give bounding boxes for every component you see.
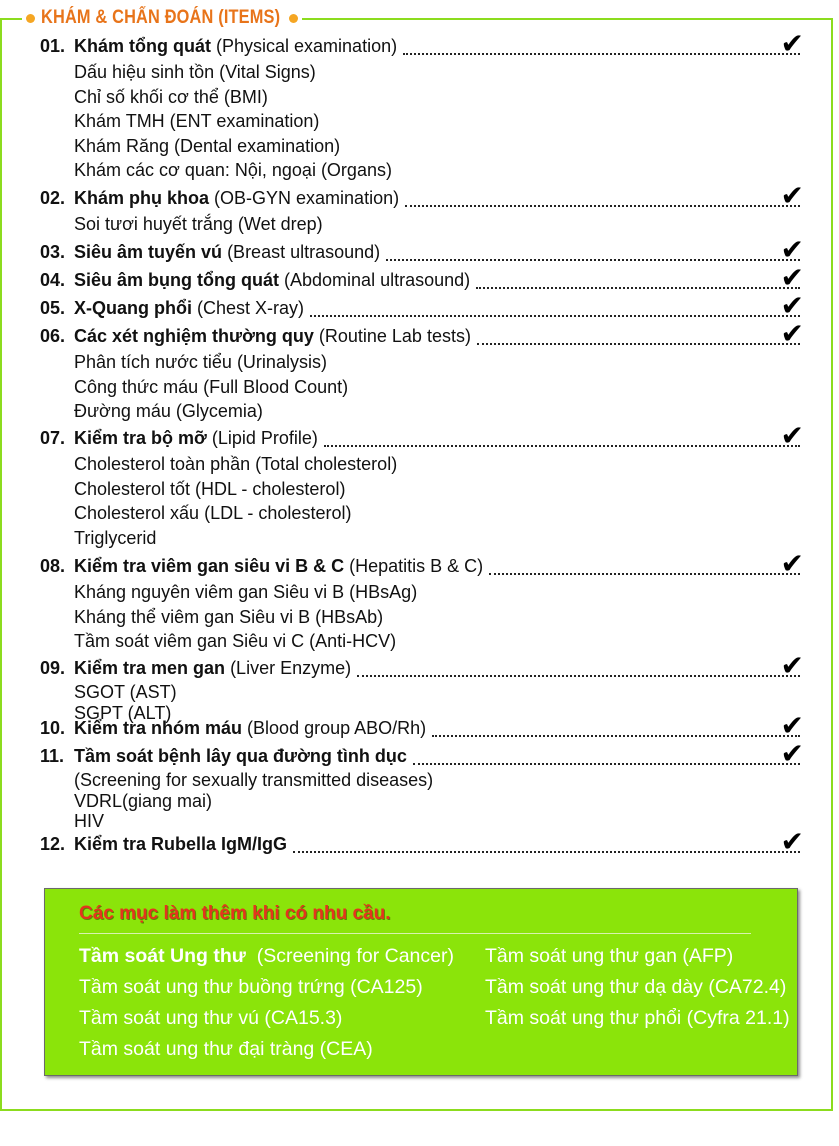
sub-item: (Screening for sexually transmitted diseases) <box>74 770 434 790</box>
optional-right-column <box>485 941 790 1034</box>
sub-item: Khám Răng (Dental examination) <box>74 135 341 156</box>
item-english: (Physical examination) <box>216 36 398 56</box>
dot-leader <box>386 258 800 261</box>
cancer-heading-en: (Screening for Cancer) <box>256 945 454 967</box>
item-label <box>74 188 399 209</box>
item-row <box>40 428 802 452</box>
item-row <box>40 658 802 682</box>
dot-leader <box>293 850 800 853</box>
check-icon: ✔ <box>780 826 804 857</box>
optional-item: Tầm soát ung thư vú (CA15.3) <box>79 1007 343 1029</box>
item-7 <box>40 420 804 550</box>
sub-item: Dấu hiệu sinh tồn (Vital Signs) <box>74 62 316 82</box>
item-name: Siêu âm bụng tổng quát <box>74 270 279 290</box>
item-8 <box>40 548 804 654</box>
check-icon: ✔ <box>780 738 804 769</box>
section-legend <box>22 6 302 30</box>
item-english: (Chest X-ray) <box>197 298 305 318</box>
dot-leader <box>324 444 800 447</box>
check-icon: ✔ <box>780 548 804 579</box>
item-row <box>40 36 802 60</box>
item-name: Kiểm tra nhóm máu <box>74 718 243 738</box>
item-number: 05. <box>40 298 66 318</box>
item-number: 07. <box>40 428 66 448</box>
item-number: 09. <box>40 658 66 678</box>
sub-item: Cholesterol xấu (LDL - cholesterol) <box>74 503 352 524</box>
item-row <box>40 188 802 212</box>
dot-leader <box>432 734 800 737</box>
sub-item: Chỉ số khối cơ thể (BMI) <box>74 86 268 107</box>
item-number: 04. <box>40 270 66 290</box>
item-number: 02. <box>40 188 66 208</box>
item-number: 11. <box>40 746 65 766</box>
item-number: 01. <box>40 36 66 56</box>
optional-item: Tầm soát ung thư buồng trứng (CA125) <box>79 976 423 998</box>
section-title: KHÁM & CHẨN ĐOÁN (ITEMS) <box>41 7 281 28</box>
item-9 <box>40 650 804 723</box>
item-12 <box>40 826 804 858</box>
item-row <box>40 718 802 742</box>
optional-left-column <box>79 941 454 1065</box>
sub-item: Kháng thể viêm gan Siêu vi B (HBsAb) <box>74 606 384 627</box>
optional-item: Tầm soát ung thư gan (AFP) <box>485 945 734 967</box>
dot-leader <box>403 52 800 55</box>
item-number: 06. <box>40 326 66 346</box>
item-11 <box>40 738 804 832</box>
dot-leader <box>489 572 800 575</box>
item-name: Kiểm tra viêm gan siêu vi B & C <box>74 556 345 576</box>
check-icon: ✔ <box>780 28 804 59</box>
item-label <box>74 746 407 767</box>
dot-leader <box>405 204 800 207</box>
item-3 <box>40 234 804 266</box>
optional-item: Tầm soát ung thư đại tràng (CEA) <box>79 1038 373 1060</box>
check-icon: ✔ <box>780 710 804 741</box>
item-english: (Breast ultrasound) <box>227 242 381 262</box>
sub-item: Khám các cơ quan: Nội, ngoại (Organs) <box>74 160 392 181</box>
check-icon: ✔ <box>780 420 804 451</box>
sub-item: VDRL(giang mai) <box>74 790 213 811</box>
item-5 <box>40 290 804 322</box>
item-english: (Abdominal ultrasound) <box>284 270 471 290</box>
item-number: 03. <box>40 242 66 262</box>
sub-item: Đường máu (Glycemia) <box>74 401 263 422</box>
sub-item: Tầm soát viêm gan Siêu vi C (Anti-HCV) <box>74 631 397 652</box>
sub-item: Phân tích nước tiểu (Urinalysis) <box>74 352 327 372</box>
item-row <box>40 298 802 322</box>
item-6 <box>40 318 804 424</box>
sub-item: Khám TMH (ENT examination) <box>74 111 320 132</box>
item-name: Khám tổng quát <box>74 36 211 56</box>
item-2 <box>40 180 804 237</box>
item-label <box>74 428 318 449</box>
item-number: 08. <box>40 556 66 576</box>
optional-title: Các mục làm thêm khi có nhu cầu. <box>79 903 391 924</box>
sub-item: SGPT (ALT) <box>74 702 172 723</box>
item-label <box>74 718 426 739</box>
optional-item: Tầm soát ung thư phổi (Cyfra 21.1) <box>485 1007 790 1029</box>
item-4 <box>40 262 804 294</box>
sub-item: SGOT (AST) <box>74 682 177 702</box>
cancer-heading: Tầm soát Ung thư <box>79 945 246 967</box>
check-icon: ✔ <box>780 180 804 211</box>
sub-item: Kháng nguyên viêm gan Siêu vi B (HBsAg) <box>74 582 418 602</box>
optional-item: Tầm soát ung thư dạ dày (CA72.4) <box>485 976 787 998</box>
item-english: (Hepatitis B & C) <box>349 556 484 576</box>
optional-tests-box <box>44 888 798 1076</box>
sub-item: Soi tươi huyết trắng (Wet drep) <box>74 214 323 234</box>
item-number: 10. <box>40 718 66 738</box>
item-name: Tầm soát bệnh lây qua đường tình dục <box>74 746 407 766</box>
item-name: Các xét nghiệm thường quy <box>74 326 314 346</box>
item-name: Kiểm tra men gan <box>74 658 226 678</box>
bullet-dot-left <box>26 14 35 23</box>
item-row <box>40 326 802 350</box>
item-1 <box>40 28 804 183</box>
item-label <box>74 36 397 57</box>
dot-leader <box>476 286 800 289</box>
item-english: (Routine Lab tests) <box>318 326 471 346</box>
item-label <box>74 242 380 263</box>
item-row <box>40 242 802 266</box>
check-icon: ✔ <box>780 290 804 321</box>
item-label <box>74 834 287 855</box>
item-row <box>40 834 802 858</box>
item-label <box>74 658 351 679</box>
item-row <box>40 270 802 294</box>
check-icon: ✔ <box>780 262 804 293</box>
item-english: (Blood group ABO/Rh) <box>247 718 427 738</box>
dot-leader <box>477 342 800 345</box>
dot-leader <box>357 674 800 677</box>
bullet-dot-right <box>289 14 298 23</box>
item-number: 12. <box>40 834 66 854</box>
dot-leader <box>413 762 800 765</box>
check-icon: ✔ <box>780 318 804 349</box>
item-row <box>40 746 802 770</box>
item-name: X-Quang phổi <box>74 298 192 318</box>
item-label <box>74 556 483 577</box>
sub-item: HIV <box>74 811 105 831</box>
cancer-heading-row <box>79 941 454 972</box>
item-name: Kiểm tra bộ mỡ <box>74 428 207 448</box>
sub-item: Cholesterol toàn phần (Total cholesterol) <box>74 454 398 474</box>
sub-item: Triglycerid <box>74 527 157 548</box>
item-label <box>74 270 470 291</box>
item-english: (OB-GYN examination) <box>214 188 400 208</box>
item-name: Kiểm tra Rubella IgM/IgG <box>74 834 288 854</box>
optional-divider <box>79 933 751 934</box>
item-label <box>74 298 304 319</box>
item-name: Khám phụ khoa <box>74 188 210 208</box>
item-label <box>74 326 471 347</box>
item-row <box>40 556 802 580</box>
sub-item: Cholesterol tốt (HDL - cholesterol) <box>74 478 346 499</box>
check-icon: ✔ <box>780 650 804 681</box>
sub-item: Công thức máu (Full Blood Count) <box>74 376 349 397</box>
dot-leader <box>310 314 800 317</box>
item-name: Siêu âm tuyến vú <box>74 242 223 262</box>
item-english: (Lipid Profile) <box>211 428 318 448</box>
item-english: (Liver Enzyme) <box>230 658 352 678</box>
check-icon: ✔ <box>780 234 804 265</box>
